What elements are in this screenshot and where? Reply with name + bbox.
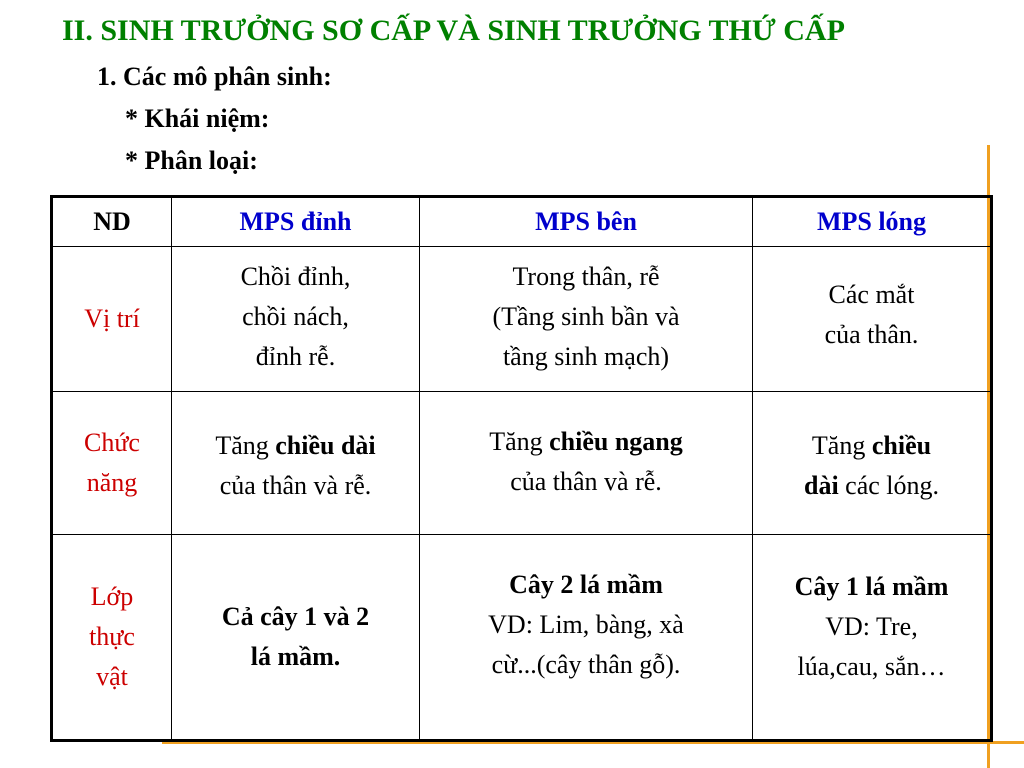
- cell-line: [759, 426, 984, 466]
- row-label-line: Chức: [84, 428, 140, 457]
- header-lateral-meristem: MPS bên: [420, 197, 753, 247]
- row-label-line: vật: [96, 662, 128, 691]
- bullet-classification: * Phân loại:: [125, 146, 258, 175]
- cell-bold-text: dài: [803, 471, 839, 500]
- cell-line: [426, 422, 746, 462]
- cell-bold-line: Cây 1 lá mầm: [794, 572, 949, 601]
- cell-position-intercalary: [753, 247, 992, 392]
- cell-bold-text: chiều dài: [275, 431, 376, 460]
- header-apical-meristem: MPS đỉnh: [172, 197, 420, 247]
- cell-bold-line: Cây 2 lá mầm: [509, 570, 663, 599]
- cell-line: VD: Lim, bàng, xà: [488, 610, 684, 639]
- cell-bold-text: chiều ngang: [549, 427, 683, 456]
- cell-class-lateral: [420, 535, 753, 741]
- cell-position-apical: [172, 247, 420, 392]
- cell-class-intercalary: [753, 535, 992, 741]
- header-nd: ND: [52, 197, 172, 247]
- row-label-line: Lớp: [90, 582, 134, 611]
- cell-line: tầng sinh mạch): [502, 342, 670, 371]
- cell-line: của thân.: [824, 320, 919, 349]
- cell-function-lateral: [420, 392, 753, 535]
- cell-class-apical: [172, 535, 420, 741]
- meristem-table: [50, 195, 993, 742]
- cell-text: Tăng: [489, 427, 550, 456]
- row-label-position: Vị trí: [52, 247, 172, 392]
- cell-line: VD: Tre,: [825, 612, 918, 641]
- table-row: [52, 392, 992, 535]
- cell-function-intercalary: [753, 392, 992, 535]
- header-intercalary-meristem: MPS lóng: [753, 197, 992, 247]
- cell-function-apical: [172, 392, 420, 535]
- row-label-line: thực: [89, 622, 135, 651]
- bullet-concept: * Khái niệm:: [125, 104, 270, 133]
- cell-line: đỉnh rễ.: [255, 342, 336, 371]
- cell-line: Các mắt: [828, 280, 915, 309]
- cell-line: của thân và rễ.: [219, 471, 372, 500]
- cell-line: chồi nách,: [242, 302, 349, 331]
- table-row: [52, 535, 992, 741]
- cell-text: các lóng.: [838, 471, 940, 500]
- section-subheading: 1. Các mô phân sinh:: [97, 62, 332, 91]
- cell-line: lá mầm.: [250, 642, 341, 671]
- cell-line: [178, 426, 413, 466]
- cell-bold-text: chiều: [871, 431, 932, 460]
- cell-line: Chồi đỉnh,: [240, 262, 351, 291]
- cell-line: Cả cây 1 và 2: [221, 602, 370, 631]
- cell-line: của thân và rễ.: [510, 467, 662, 496]
- table-header-row: [52, 197, 992, 247]
- row-label-line: năng: [86, 468, 138, 497]
- cell-text: Tăng: [215, 431, 276, 460]
- row-label-function: [52, 392, 172, 535]
- row-label-plant-class: [52, 535, 172, 741]
- cell-line: lúa,cau, sắn…: [797, 652, 946, 681]
- cell-position-lateral: [420, 247, 753, 392]
- cell-line: (Tầng sinh bần và: [492, 302, 680, 331]
- page-title: II. SINH TRƯỞNG SƠ CẤP VÀ SINH TRƯỞNG THỨ CẤP: [62, 14, 845, 47]
- table-row: [52, 247, 992, 392]
- cell-line: Trong thân, rễ: [512, 262, 660, 291]
- cell-line: [759, 466, 984, 506]
- cell-text: Tăng: [811, 431, 872, 460]
- cell-line: cừ...(cây thân gỗ).: [491, 650, 681, 679]
